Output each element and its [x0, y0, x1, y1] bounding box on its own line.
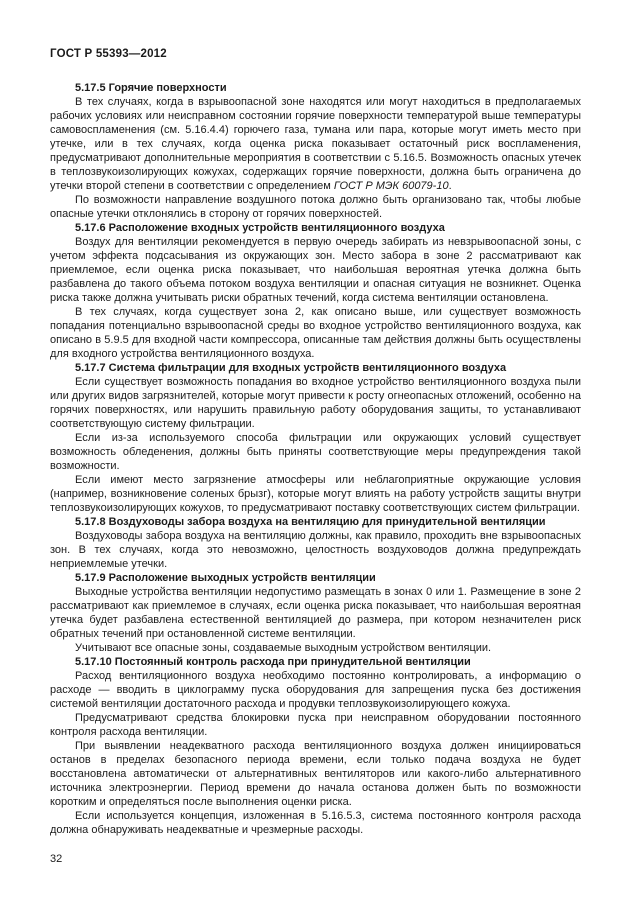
paragraph: При выявлении неадекватного расхода вентиляционного воздуха должен инициироваться останов в пределах безопасного периода времени, если только подача воздуха не будет восстановлена автоматически от альтернативных вентиляторов или какого-либо альтернативного источника электроэнергии. Период времени до начала останова должен быть по возможности коротким и определяться после выполнения оценки риска.: [50, 740, 581, 808]
paragraph-text: В тех случаях, когда в взрывоопасной зоне находятся или могут находиться в предполагаемых рабочих условиях или неисправном состоянии горячие поверхности температурой выше температуры самовоспламенения (см. 5.16.4.4) горючего газа, тумана или пара, которые могут иметь место при утечке, или в тех случаях, когда оценка риска показывает остаточный риск воспламенения, предусматривают дополнительные мероприятия в соответствии с 5.16.5. Возможность опасных утечек в теплозвукоизолирующих кожухах, содержащих горячие поверхности, должна быть ограничена до утечки второй степени в соответствии с определением: [50, 96, 581, 192]
paragraph: Выходные устройства вентиляции недопустимо размещать в зонах 0 или 1. Размещение в зоне 2 рассматривают как приемлемое в случаях, если оценка риска показывает, что наибольшая вероятная утечка будет разбавлена естественной вентиляцией до размера, при котором незначителен риск обратных течений при остановленной системе вентиляции.: [50, 586, 581, 640]
paragraph: Если из-за используемого способа фильтрации или окружающих условий существует возможность обледенения, должны быть приняты соответствующие меры предупреждения такой возможности.: [50, 432, 581, 472]
paragraph: [50, 95, 581, 193]
section-heading: 5.17.5 Горячие поверхности: [75, 82, 227, 94]
paragraph: По возможности направление воздушного потока должно быть организовано так, чтобы любые опасные утечки отклонялись в сторону от горячих поверхностей.: [50, 194, 581, 220]
paragraph: Воздуховоды забора воздуха на вентиляцию должны, как правило, проходить вне взрывоопасных зон. В тех случаях, когда это невозможно, целостность воздуховодов должна предупреждать неприемлемые утечки.: [50, 530, 581, 570]
page-number: 32: [50, 853, 63, 865]
paragraph: Воздух для вентиляции рекомендуется в первую очередь забирать из невзрывоопасной зоны, с учетом эффекта подсасывания из окружающих зон. Место забора в зоне 2 рассматривают как приемлемое, если оценка риска показывает, что наибольшая вероятная утечка должна быть разбавлена до такого объема потоком воздуха вентиляции и опасная ситуация не возникнет. Оценка риска также должна учитывать риски обратных течений, когда система вентиляции остановлена.: [50, 236, 581, 304]
standard-code-header: ГОСТ Р 55393—2012: [50, 48, 167, 60]
paragraph: В тех случаях, когда существует зона 2, как описано выше, или существует возможность попадания потенциально взрывоопасной среды во входное устройство вентиляционного воздуха, как описано в 5.9.5 для входной части компрессора, описанные там действия должны быть осуществлены для входного устройства вентиляционного воздуха.: [50, 306, 581, 360]
paragraph: Учитывают все опасные зоны, создаваемые выходным устройством вентиляции.: [75, 642, 492, 654]
paragraph: Если используется концепция, изложенная в 5.16.5.3, система постоянного контроля расхода должна обнаруживать неадекватные и чрезмерные расходы.: [50, 810, 581, 836]
paragraph: Расход вентиляционного воздуха необходимо постоянно контролировать, а информацию о расходе — вводить в циклограмму пуска оборудования для запрещения пуска без достижения системой вентиляции достаточного расхода и продувки теплозвукоизолирующего кожуха.: [50, 670, 581, 710]
section-heading: 5.17.10 Постоянный контроль расхода при принудительной вентиляции: [75, 656, 471, 668]
paragraph-text: .: [448, 180, 452, 192]
section-heading: 5.17.6 Расположение входных устройств вентиляционного воздуха: [75, 222, 445, 234]
section-heading: 5.17.8 Воздуховоды забора воздуха на вентиляцию для принудительной вентиляции: [75, 516, 546, 528]
paragraph: Если существует возможность попадания во входное устройство вентиляционного воздуха пыли или других видов загрязнителей, которые могут привести к росту огнеопасных отложений, особенно на горячих поверхностях, или нарушить правильную работу оборудования защиты, то устанавливают соответствующую систему фильтрации.: [50, 376, 581, 430]
section-heading: 5.17.9 Расположение выходных устройств вентиляции: [75, 572, 376, 584]
standard-reference: ГОСТ Р МЭК 60079-10: [333, 180, 449, 192]
section-heading: 5.17.7 Система фильтрации для входных устройств вентиляционного воздуха: [75, 362, 507, 374]
paragraph: Предусматривают средства блокировки пуска при неисправном оборудовании постоянного контроля расхода вентиляции.: [50, 712, 581, 738]
document-body: [50, 81, 581, 837]
paragraph: Если имеют место загрязнение атмосферы или неблагоприятные окружающие условия (например, возникновение соленых брызг), которые могут влиять на работу устройств защиты внутри теплозвукоизолирующих кожухов, то предусматривают поставку соответствующих систем фильтрации.: [50, 474, 581, 514]
